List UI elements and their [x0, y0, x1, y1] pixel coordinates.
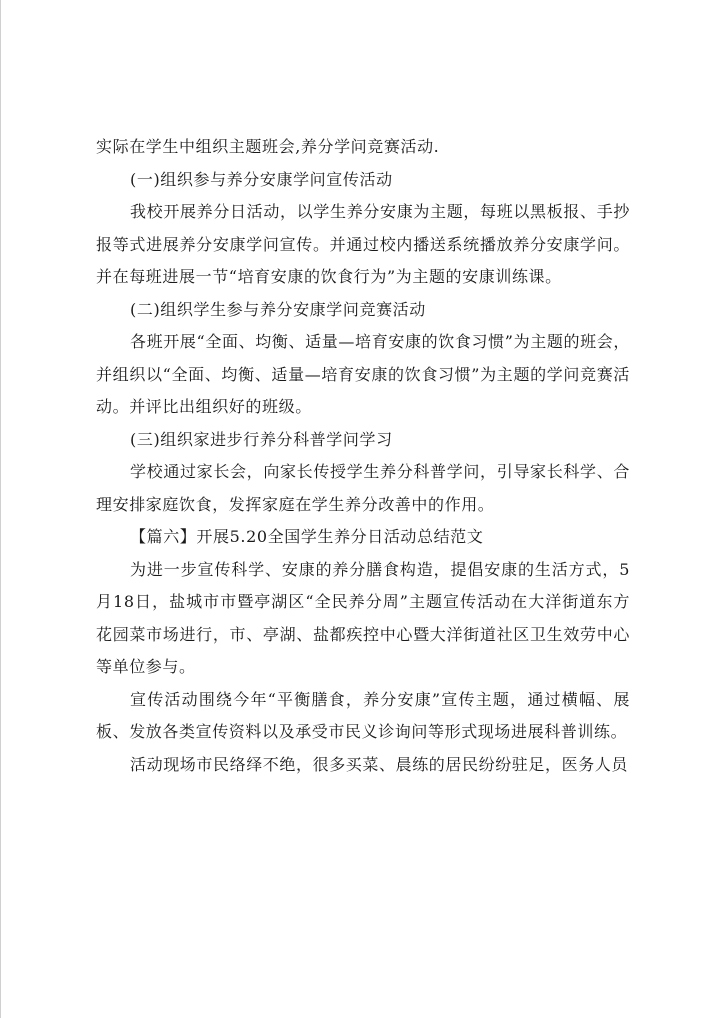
paragraph-body: 宣传活动围绕今年“平衡膳食，养分安康”宣传主题，通过横幅、展板、发放各类宣传资料以及承受市民义诊询问等形式现场进展科普训练。 [96, 689, 630, 741]
paragraph-continuation: 实际在学生中组织主题班会,养分学问竞赛活动. [96, 137, 440, 156]
paragraph-body: 为进一步宣传科学、安康的养分膳食构造，提倡安康的生活方式，5月18日，盐城市市暨亭湖区“全民养分周”主题宣传活动在大洋街道东方花园菜市场进行，市、亭湖、盐都疾控中心暨大洋街道社区卫生效劳中心等单位参与。 [96, 559, 630, 676]
article-title: 【篇六】开展5.20全国学生养分日活动总结范文 [130, 527, 484, 546]
paragraph-body: 活动现场市民络绎不绝，很多买菜、晨练的居民纷纷驻足，医务人员 [130, 754, 629, 774]
paragraph-body: 学校通过家长会，向家长传授学生养分科普学问，引导家长科学、合理安排家庭饮食，发挥家庭在学生养分改善中的作用。 [96, 462, 630, 514]
section-heading-one: (一)组织参与养分安康学问宣传活动 [130, 169, 393, 189]
paragraph-body: 我校开展养分日活动，以学生养分安康为主题，每班以黑板报、手抄报等式进展养分安康学问宣传。并通过校内播送系统播放养分安康学问。并在每班进展一节“培育安康的饮食行为”为主题的安康训练课。 [96, 202, 630, 286]
page-edge [0, 0, 1, 1018]
section-heading-two: (二)组织学生参与养分安康学问竞赛活动 [130, 299, 426, 319]
section-heading-three: (三)组织家进步行养分科普学问学习 [130, 429, 393, 449]
paragraph-body: 各班开展“全面、均衡、适量—培育安康的饮食习惯”为主题的班会，并组织以“全面、均衡、适量—培育安康的饮食习惯”为主题的学问竞赛活动。并评比出组织好的班级。 [96, 332, 630, 416]
document-body [96, 131, 630, 781]
